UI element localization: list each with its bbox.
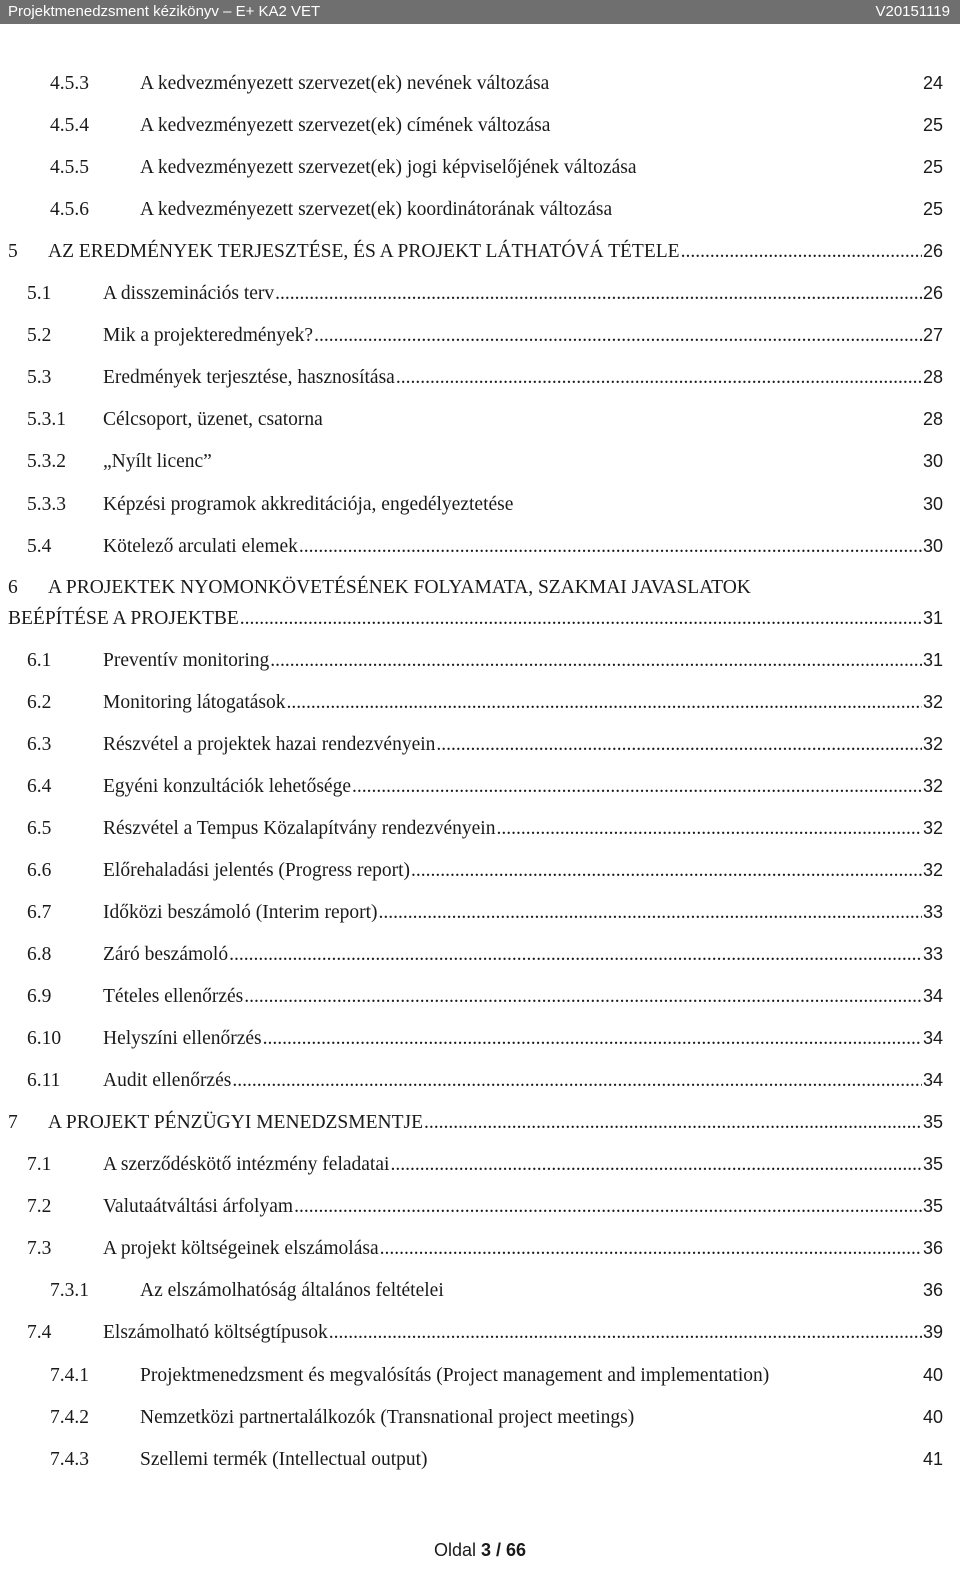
- toc-entry-page: 33: [922, 944, 943, 964]
- toc-dot-leader: [329, 1318, 922, 1348]
- toc-entry-number: 4.5.5: [50, 157, 89, 179]
- toc-entry[interactable]: [27, 1317, 943, 1347]
- toc-entry-page: 36: [922, 1238, 943, 1259]
- toc-entry-page: 31: [922, 649, 943, 670]
- toc-entry-number: 4.5.6: [50, 199, 89, 221]
- toc-entry[interactable]: [50, 1402, 943, 1432]
- toc-entry[interactable]: [27, 729, 943, 759]
- footer-current-page: 3: [480, 1540, 491, 1560]
- toc-entry[interactable]: [27, 687, 943, 717]
- toc-entry-page: 28: [922, 409, 943, 430]
- toc-entry-title: Audit ellenőrzés: [103, 1070, 232, 1092]
- toc-dot-leader: [390, 1150, 922, 1180]
- toc-entry[interactable]: [50, 152, 943, 182]
- toc-entry-page: 24: [922, 73, 943, 93]
- toc-dot-leader: [681, 237, 922, 267]
- toc-entry-title: A kedvezményezett szervezet(ek) címének változása: [140, 115, 551, 137]
- toc-entry-number: 7.3.1: [50, 1280, 89, 1302]
- toc-dot-leader: [294, 1192, 922, 1222]
- toc-entry-page: 25: [922, 157, 943, 178]
- toc-entry-page: 35: [922, 1112, 943, 1133]
- toc-entry-number: 5.1: [27, 283, 52, 305]
- toc-entry[interactable]: [50, 1444, 943, 1474]
- toc-entry-title: Tételes ellenőrzés: [103, 986, 244, 1008]
- toc-entry[interactable]: [50, 1360, 943, 1390]
- toc-entry-number: 5.3.2: [27, 451, 66, 473]
- toc-entry-page: 39: [922, 1322, 943, 1343]
- toc-entry-title: Záró beszámoló: [103, 944, 229, 965]
- toc-entry-title: Preventív monitoring: [103, 649, 270, 671]
- toc-entry[interactable]: [27, 1191, 943, 1221]
- toc-entry[interactable]: [27, 320, 943, 350]
- toc-entry-continuation[interactable]: [8, 603, 943, 633]
- toc-entry-number: 6.4: [27, 775, 52, 797]
- toc-entry[interactable]: [27, 1023, 943, 1053]
- toc-entry-title: A projekt költségeinek elszámolása: [103, 1238, 379, 1260]
- toc-entry-title: Mik a projekteredmények?: [103, 325, 314, 347]
- toc-entry-number: 5.2: [27, 325, 52, 347]
- toc-entry-number: 6.10: [27, 1028, 62, 1050]
- toc-entry-page: 26: [922, 241, 943, 262]
- toc-entry-page: 34: [922, 1070, 943, 1091]
- toc-entry-number: 6.8: [27, 944, 52, 965]
- toc-entry[interactable]: [27, 1065, 943, 1095]
- toc-entry-number: 7.4.2: [50, 1406, 89, 1428]
- toc-entry-title: Projektmenedzsment és megvalósítás (Project management and implementation): [140, 1364, 770, 1386]
- toc-entry-page: 27: [922, 325, 943, 346]
- toc-entry-number: 6.2: [27, 691, 52, 713]
- toc-entry-number: 6.9: [27, 986, 52, 1008]
- toc-entry-page: 26: [922, 283, 943, 304]
- toc-entry-title: A szerződéskötő intézmény feladatai: [103, 1154, 390, 1176]
- toc-entry[interactable]: [27, 446, 943, 476]
- footer-prefix: Oldal: [433, 1540, 481, 1560]
- toc-entry-page: 35: [922, 1154, 943, 1175]
- toc-entry-title: A PROJEKT PÉNZÜGYI MENEDZSMENTJE: [48, 1112, 424, 1134]
- toc-entry-number: 6.6: [27, 859, 52, 881]
- toc-dot-leader: [270, 646, 922, 676]
- toc-entry-page: 40: [922, 1406, 943, 1427]
- toc-entry-title: Kötelező arculati elemek: [103, 535, 298, 557]
- toc-dot-leader: [352, 772, 922, 802]
- toc-entry-number: 6.7: [27, 901, 52, 923]
- toc-entry[interactable]: [27, 1149, 943, 1179]
- toc-entry-title: Részvétel a projektek hazai rendezvényein: [103, 733, 436, 755]
- toc-entry[interactable]: [27, 981, 943, 1011]
- toc-dot-leader: [299, 532, 922, 562]
- toc-entry-title: Az elszámolhatóság általános feltételei: [140, 1280, 444, 1302]
- toc-entry-title: Részvétel a Tempus Közalapítvány rendezvényein: [103, 817, 496, 839]
- toc-entry-title: Helyszíni ellenőrzés: [103, 1028, 262, 1050]
- toc-entry-number: 7.2: [27, 1196, 52, 1218]
- toc-dot-leader: [244, 982, 922, 1012]
- toc-entry-title: Egyéni konzultációk lehetősége: [103, 775, 351, 797]
- toc-entry-number: 5.4: [27, 535, 52, 557]
- toc-entry[interactable]: [50, 194, 943, 224]
- toc-entry-title: A PROJEKTEK NYOMONKÖVETÉSÉNEK FOLYAMATA, SZAKMAI JAVASLATOK: [48, 576, 751, 598]
- toc-entry-page: 30: [922, 451, 943, 472]
- toc-entry[interactable]: [27, 404, 943, 434]
- toc-entry-number: 6.1: [27, 649, 52, 671]
- header-version: V20151119: [875, 3, 950, 20]
- toc-entry[interactable]: [50, 68, 943, 98]
- toc-entry-number: 6.5: [27, 817, 52, 839]
- toc-entry-title: Monitoring látogatások: [103, 691, 286, 713]
- toc-entry-title: Valutaátváltási árfolyam: [103, 1196, 294, 1218]
- toc-entry[interactable]: [27, 362, 943, 392]
- toc-entry[interactable]: [8, 1107, 943, 1137]
- toc-dot-leader: [411, 856, 922, 886]
- toc-entry-page: 35: [922, 1196, 943, 1217]
- toc-entry-number: 5.3.3: [27, 493, 66, 515]
- toc-entry-page: 33: [922, 901, 943, 922]
- toc-entry[interactable]: [27, 645, 943, 675]
- toc-entry[interactable]: [27, 939, 943, 969]
- toc-entry-title: A kedvezményezett szervezet(ek) jogi képviselőjének változása: [140, 157, 637, 179]
- toc-entry-number: 7.1: [27, 1154, 52, 1176]
- toc-entry-number: 6.11: [27, 1070, 61, 1092]
- toc-entry-page: 30: [922, 535, 943, 556]
- toc-dot-leader: [314, 321, 922, 351]
- page-footer: [0, 1540, 960, 1561]
- toc-entry-title: Nemzetközi partnertalálkozók (Transnational project meetings): [140, 1406, 635, 1428]
- toc-entry-page: 32: [922, 817, 943, 838]
- toc-entry-page: 31: [922, 607, 943, 628]
- toc-entry-number: 6: [8, 576, 18, 598]
- toc-entry-title: Előrehaladási jelentés (Progress report): [103, 859, 411, 881]
- toc-dot-leader: [380, 1234, 922, 1264]
- toc-entry[interactable]: [50, 1275, 943, 1305]
- toc-entry-number: 6.3: [27, 733, 52, 755]
- toc-entry-title: Célcsoport, üzenet, csatorna: [103, 409, 323, 431]
- toc-entry-title: Képzési programok akkreditációja, engedélyeztetése: [103, 493, 514, 515]
- toc-entry[interactable]: [27, 813, 943, 843]
- toc-entry-page: 36: [922, 1280, 943, 1301]
- toc-entry-page: 34: [922, 1028, 943, 1049]
- toc-entry-number: 4.5.3: [50, 73, 89, 94]
- toc-entry[interactable]: [8, 573, 943, 603]
- toc-entry-title: Időközi beszámoló (Interim report): [103, 901, 378, 923]
- toc-entry-page: 40: [922, 1364, 943, 1385]
- toc-entry-page: 25: [922, 115, 943, 136]
- toc-entry-page: 32: [922, 733, 943, 754]
- toc-entry[interactable]: [27, 1233, 943, 1263]
- toc-dot-leader: [424, 1108, 922, 1138]
- toc-entry-title-continued: BEÉPÍTÉSE A PROJEKTBE: [8, 607, 239, 629]
- toc-entry[interactable]: [27, 897, 943, 927]
- page-header: [0, 0, 960, 24]
- toc-entry-title: A disszeminációs terv: [103, 283, 275, 305]
- toc-entry-number: 7.4.1: [50, 1364, 89, 1386]
- toc-entry-title: A kedvezményezett szervezet(ek) koordinátorának változása: [140, 199, 613, 221]
- footer-separator: /: [491, 1540, 507, 1560]
- toc-dot-leader: [232, 1066, 922, 1096]
- toc-entry-number: 4.5.4: [50, 115, 89, 137]
- toc-entry-number: 5.3: [27, 367, 52, 389]
- toc-entry-page: 34: [922, 986, 943, 1007]
- toc-entry[interactable]: [27, 855, 943, 885]
- toc-dot-leader: [229, 940, 922, 970]
- toc-dot-leader: [287, 688, 922, 718]
- footer-total-pages: 66: [506, 1540, 527, 1560]
- toc-dot-leader: [436, 730, 922, 760]
- toc-entry-page: 32: [922, 691, 943, 712]
- toc-entry-title: AZ EREDMÉNYEK TERJESZTÉSE, ÉS A PROJEKT LÁTHATÓVÁ TÉTELE: [48, 241, 680, 263]
- toc-entry[interactable]: [27, 531, 943, 561]
- toc-entry[interactable]: [27, 489, 943, 519]
- toc-entry-title: Eredmények terjesztése, hasznosítása: [103, 367, 395, 389]
- toc-entry-title: „Nyílt licenc”: [103, 451, 212, 473]
- toc-entry-page: 41: [922, 1448, 943, 1469]
- toc-dot-leader: [496, 814, 922, 844]
- toc-entry-page: 32: [922, 859, 943, 880]
- toc-entry[interactable]: [50, 110, 943, 140]
- toc-entry-number: 5.3.1: [27, 409, 66, 431]
- toc-entry[interactable]: [27, 771, 943, 801]
- toc-entry[interactable]: [27, 278, 943, 308]
- toc-dot-leader: [379, 898, 922, 928]
- toc-entry-number: 7.4: [27, 1322, 52, 1344]
- toc-dot-leader: [275, 279, 922, 309]
- toc-entry-title: Szellemi termék (Intellectual output): [140, 1448, 428, 1470]
- toc-dot-leader: [263, 1024, 922, 1054]
- toc-dot-leader: [396, 363, 922, 393]
- toc-entry-page: 28: [922, 367, 943, 388]
- toc-entry-title: Elszámolható költségtípusok: [103, 1322, 328, 1344]
- toc-entry-page: 30: [922, 493, 943, 514]
- toc-entry-page: 25: [922, 199, 943, 220]
- toc-entry-number: 5: [8, 241, 18, 263]
- toc-entry-title: A kedvezményezett szervezet(ek) nevének változása: [140, 73, 550, 94]
- toc-entry-number: 7.3: [27, 1238, 52, 1260]
- toc-entry-number: 7.4.3: [50, 1448, 89, 1470]
- toc-entry-page: 32: [922, 775, 943, 796]
- header-document-title: Projektmenedzsment kézikönyv – E+ KA2 VET: [8, 3, 321, 20]
- toc-entry-number: 7: [8, 1112, 18, 1134]
- toc-dot-leader: [240, 604, 922, 634]
- toc-entry[interactable]: [8, 236, 943, 266]
